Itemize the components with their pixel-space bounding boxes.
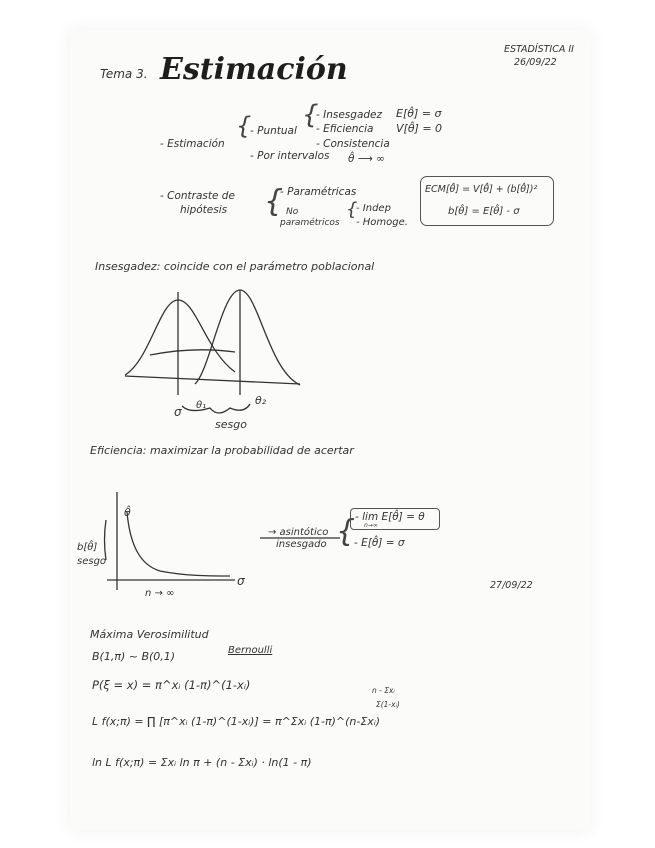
eficiencia-eq: V[θ̂] = 0	[396, 122, 443, 135]
consistencia-eq: θ̂ ⟶ ∞	[348, 153, 385, 165]
mv-line1: B(1,π) ~ B(0,1)	[92, 650, 176, 663]
homog-label: - Homoge.	[356, 217, 408, 228]
asintotico-label: → asintótico	[268, 527, 329, 538]
prop-insesgadez: - Insesgadez	[316, 109, 383, 121]
lim-sub: n→∞	[364, 522, 378, 529]
curve-bias	[127, 512, 230, 576]
y-brace	[105, 520, 107, 560]
sesgo-label: sesgo	[215, 418, 247, 431]
bernoulli-label: Bernoulli	[228, 645, 273, 656]
brace-contraste: {	[264, 184, 284, 219]
indep-label: - Indep	[356, 203, 391, 214]
page-title: Estimación	[160, 52, 348, 87]
theta1-label: θ₁	[196, 400, 207, 411]
intervalos-label: - Por intervalos	[250, 150, 330, 162]
prop-eficiencia: - Eficiencia	[316, 123, 374, 135]
sigma-label: σ	[174, 405, 182, 419]
mv-line4: ln L f(x;π) = Σxᵢ ln π + (n - Σxᵢ) · ln(1 - π)	[92, 756, 312, 769]
mv-line2: P(ξ = x) = π^xᵢ (1-π)^(1-xᵢ)	[92, 678, 251, 692]
brace-no-param: {	[346, 199, 358, 220]
mv-heading: Máxima Verosimilitud	[90, 628, 209, 641]
lim-eq: - lim E[θ̂] = θ	[355, 511, 425, 523]
date2-label: 27/09/22	[490, 580, 533, 591]
curve-theta-label: θ̂	[124, 506, 131, 519]
insesgadez-heading: Insesgadez: coincide con el parámetro poblacional	[95, 260, 375, 273]
estimacion-label: - Estimación	[160, 138, 225, 150]
mv-line3-brace: n - Σxᵢ	[372, 686, 395, 695]
contraste-label-2: hipótesis	[180, 204, 228, 216]
brace-estimacion: {	[236, 112, 252, 140]
e-eq: - E[θ̂] = σ	[354, 537, 405, 549]
parametricas-label: - Paramétricas	[280, 186, 357, 198]
b-eq: b[θ̂] = E[θ̂] - σ	[448, 206, 520, 217]
y-label-bias: b[θ̂]	[77, 542, 98, 553]
puntual-label: - Puntual	[250, 125, 297, 137]
insesgadez-eq: E[θ̂] = σ	[396, 107, 442, 120]
insesgado-label: insesgado	[276, 539, 327, 550]
contraste-label-1: - Contraste de	[160, 190, 235, 202]
x-label: n → ∞	[145, 588, 175, 599]
prop-consistencia: - Consistencia	[316, 138, 390, 150]
eficiencia-heading: Eficiencia: maximizar la probabilidad de acertar	[90, 444, 354, 457]
no-param-1: No	[286, 207, 299, 217]
x-end-label: σ	[237, 574, 245, 588]
theta2-label: θ₂	[255, 394, 267, 407]
brace-puntual: {	[302, 100, 319, 130]
brace-eficiencia: {	[336, 514, 356, 549]
no-param-2: paramétricos	[280, 218, 340, 228]
mv-line3-brace2: Σ(1-xᵢ)	[376, 700, 400, 709]
mv-line3: L f(x;π) = ∏ [π^xᵢ (1-π)^(1-xᵢ)] = π^Σxᵢ (1-π)^(n-Σxᵢ)	[92, 715, 381, 728]
ecm-eq: ECM[θ̂] = V[θ̂] + (b[θ̂])²	[425, 184, 538, 195]
y-label-sesgo: sesgo	[77, 556, 107, 567]
date-label: 26/09/22	[514, 57, 557, 68]
topic-prefix: Tema 3.	[100, 67, 148, 81]
subject-label: ESTADÍSTICA II	[504, 44, 574, 55]
